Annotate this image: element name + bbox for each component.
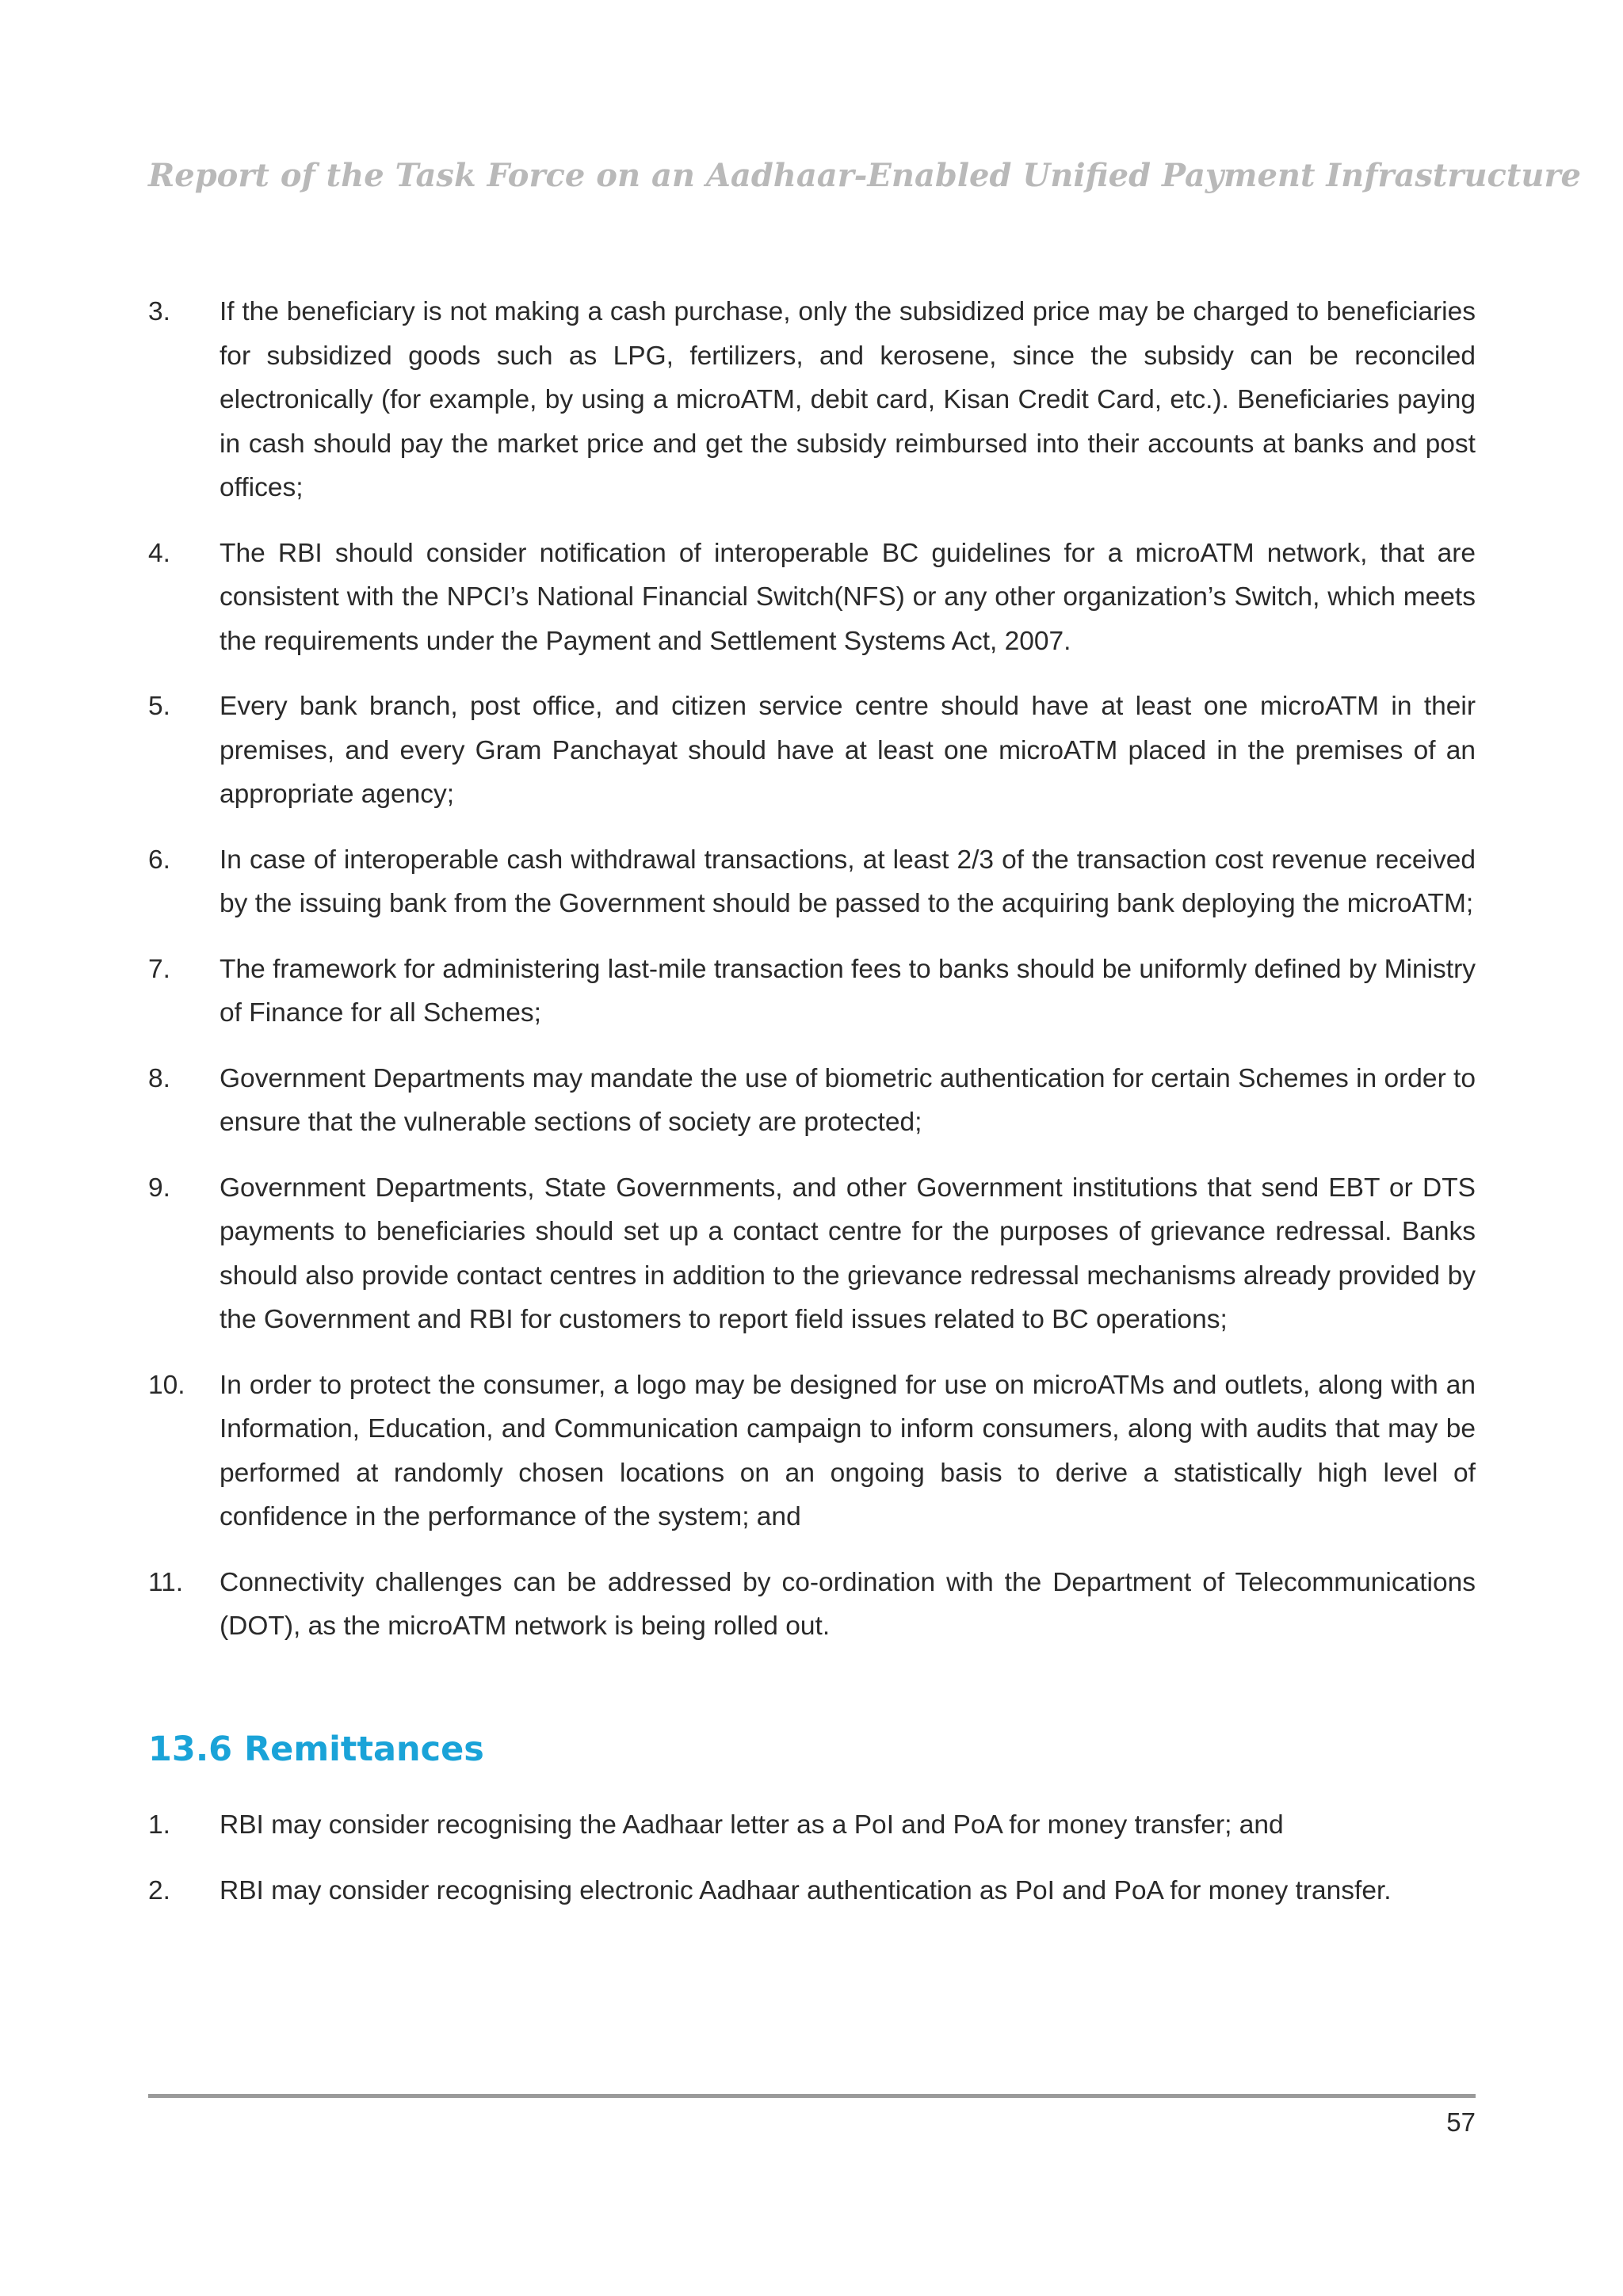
list-item-text: Connectivity challenges can be addressed by co-ordination with the Department of Telecommunications (DOT), as the microATM network is being rolled out. <box>220 1567 1476 1641</box>
list-item <box>148 685 1476 817</box>
list-item-number: 7. <box>148 954 170 984</box>
list-item-text: Government Departments, State Governments, and other Government institutions that send EBT or DTS payments to beneficiaries should set up a contact centre for the purposes of grievance redressal. Banks should also provide contact centres in addition to the grievance redressal mechanisms already provided by the Government and RBI for customers to report field issues related to BC operations; <box>220 1173 1476 1334</box>
list-item <box>148 948 1476 1035</box>
list-item-text: If the beneficiary is not making a cash purchase, only the subsidized price may be charged to beneficiaries for subsidized goods such as LPG, fertilizers, and kerosene, since the subsidy can be reconciled electronically (for example, by using a microATM, debit card, Kisan Credit Card, etc.). Beneficiaries paying in cash should pay the market price and get the subsidy reimbursed into their accounts at banks and post offices; <box>220 297 1476 502</box>
list-item-number: 2. <box>148 1875 170 1905</box>
list-item-number: 5. <box>148 692 170 721</box>
remittances-list <box>148 1803 1476 1934</box>
list-item <box>148 1363 1476 1539</box>
list-item-number: 3. <box>148 297 170 326</box>
list-item <box>148 1803 1476 1848</box>
list-item-text: The framework for administering last-mile transaction fees to banks should be uniformly defined by Ministry of Finance for all Schemes; <box>220 954 1476 1028</box>
list-item-text: Every bank branch, post office, and citizen service centre should have at least one microATM in their premises, and every Gram Panchayat should have at least one microATM placed in the premises of an appropriate agency; <box>220 692 1476 809</box>
running-header-title: Report of the Task Force on an Aadhaar-Enabled Unified Payment Infrastructure <box>148 157 1581 194</box>
list-item <box>148 838 1476 926</box>
footer-divider <box>148 2094 1476 2098</box>
recommendations-list <box>148 290 1476 1670</box>
list-item <box>148 1057 1476 1145</box>
list-item-number: 11. <box>148 1567 184 1597</box>
list-item <box>148 290 1476 510</box>
list-item-number: 8. <box>148 1063 170 1093</box>
list-item <box>148 1561 1476 1649</box>
list-item <box>148 1869 1476 1913</box>
list-item <box>148 1166 1476 1342</box>
list-item-number: 6. <box>148 845 170 875</box>
list-item <box>148 532 1476 664</box>
page-number: 57 <box>1446 2107 1476 2137</box>
list-item-text: The RBI should consider notification of interoperable BC guidelines for a microATM network, that are consistent with the NPCI’s National Financial Switch(NFS) or any other organization’s Switch, which meets the requirements under the Payment and Settlement Systems Act, 2007. <box>220 538 1476 656</box>
section-heading-remittances: 13.6 Remittances <box>148 1730 484 1769</box>
list-item-text: In case of interoperable cash withdrawal transactions, at least 2/3 of the transaction cost revenue received by the issuing bank from the Government should be passed to the acquiring bank deploying the microATM; <box>220 845 1476 918</box>
list-item-number: 1. <box>148 1810 170 1840</box>
list-item-text: RBI may consider recognising the Aadhaar letter as a PoI and PoA for money transfer; and <box>220 1810 1284 1840</box>
list-item-number: 4. <box>148 538 170 568</box>
list-item-text: RBI may consider recognising electronic Aadhaar authentication as PoI and PoA for money transfer. <box>220 1875 1392 1905</box>
list-item-text: In order to protect the consumer, a logo may be designed for use on microATMs and outlets, along with an Information, Education, and Communication campaign to inform consumers, along with audits that may be performed at randomly chosen locations on an ongoing basis to derive a statistically high level of confidence in the performance of the system; and <box>220 1370 1476 1531</box>
list-item-number: 10. <box>148 1370 185 1400</box>
list-item-text: Government Departments may mandate the use of biometric authentication for certain Schemes in order to ensure that the vulnerable sections of society are protected; <box>220 1063 1476 1137</box>
list-item-number: 9. <box>148 1173 170 1203</box>
